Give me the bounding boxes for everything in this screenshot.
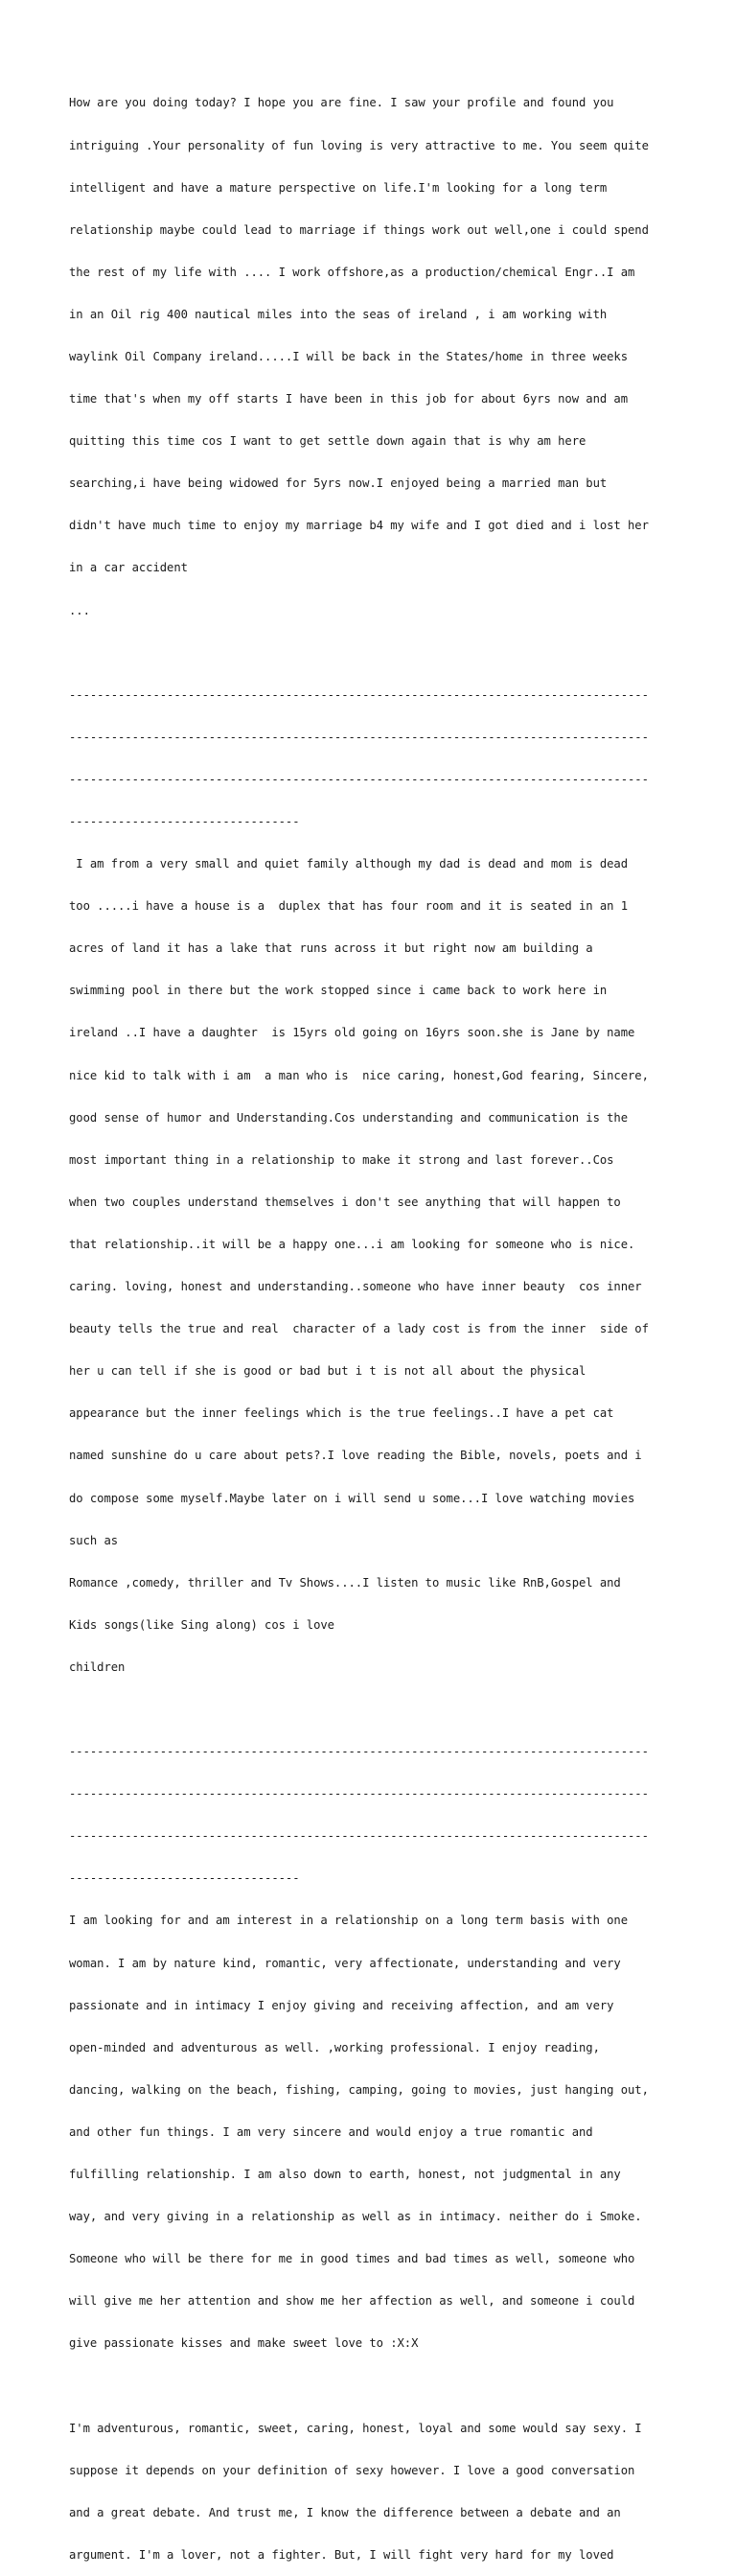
divider-line: ----------------------------------------------------------------------------------- <box>69 687 649 702</box>
text-line: fulfilling relationship. I am also down to earth, honest, not judgmental in any <box>69 2168 621 2181</box>
text-line: appearance but the inner feelings which is the true feelings..I have a pet cat <box>69 1406 614 1421</box>
text-line: ireland ..I have a daughter is 15yrs old going on 16yrs soon.she is Jane by name <box>69 1026 635 1040</box>
text-line: in an Oil rig 400 nautical miles into the seas of ireland , i am working with <box>69 307 608 321</box>
text-line: such as <box>69 1533 119 1547</box>
text-line: searching,i have being widowed for 5yrs now.I enjoyed being a married man but <box>69 476 608 491</box>
text-line: woman. I am by nature kind, romantic, very affectionate, understanding and very <box>69 1956 621 1970</box>
text-line: relationship maybe could lead to marriage if things work out well,one i could spend <box>69 222 649 237</box>
divider-line: ----------------------------------------------------------------------------------- <box>69 1787 649 1801</box>
text-line: children <box>69 1659 126 1674</box>
blank-line <box>69 2379 682 2393</box>
text-line: nice kid to talk with i am a man who is nice caring, honest,God fearing, Sincere, <box>69 1068 649 1082</box>
divider-line: ----------------------------------------------------------------------------------- <box>69 1829 649 1844</box>
divider-line: ----------------------------------------------------------------------------------- <box>69 772 649 786</box>
text-line: passionate and in intimacy I enjoy giving and receiving affection, and am very <box>69 1998 614 2012</box>
text-line: intriguing .Your personality of fun loving is very attractive to me. You seem quite <box>69 138 649 152</box>
text-line: time that's when my off starts I have been in this job for about 6yrs now and am <box>69 392 629 406</box>
text-line: intelligent and have a mature perspective on life.I'm looking for a long term <box>69 180 608 195</box>
text-line: open-minded and adventurous as well. ,working professional. I enjoy reading, <box>69 2040 600 2054</box>
text-line: caring. loving, honest and understanding..someone who have inner beauty cos inner <box>69 1280 642 1294</box>
text-line: that relationship..it will be a happy one...i am looking for someone who is nice. <box>69 1237 635 1251</box>
text-line: too .....i have a house is a duplex that has four room and it is seated in an 1 <box>69 899 629 914</box>
text-line: do compose some myself.Maybe later on i will send u some...I love watching movies <box>69 1491 635 1505</box>
text-line: How are you doing today? I hope you are fine. I saw your profile and found you <box>69 96 614 110</box>
text-line: and other fun things. I am very sincere and would enjoy a true romantic and <box>69 2124 593 2139</box>
divider-line: ----------------------------------------------------------------------------------- <box>69 730 649 744</box>
text-line: and a great debate. And trust me, I know the difference between a debate and an <box>69 2505 621 2519</box>
text-line: when two couples understand themselves i don't see anything that will happen to <box>69 1195 621 1209</box>
text-line: argument. I'm a lover, not a fighter. But, I will fight very hard for my loved <box>69 2547 614 2562</box>
text-line: Someone who will be there for me in good times and bad times as well, someone who <box>69 2252 635 2266</box>
text-line: will give me her attention and show me her affection as well, and someone i could <box>69 2294 635 2309</box>
text-line: most important thing in a relationship to make it strong and last forever..Cos <box>69 1152 614 1167</box>
text-line: give passionate kisses and make sweet love to :X:X <box>69 2336 419 2351</box>
text-line: the rest of my life with .... I work offshore,as a production/chemical Engr..I am <box>69 265 635 279</box>
text-line: in a car accident <box>69 561 188 575</box>
blank-line <box>69 1703 682 1717</box>
text-line: I am from a very small and quiet family although my dad is dead and mom is dead <box>69 857 629 871</box>
text-line: way, and very giving in a relationship as well as in intimacy. neither do i Smoke. <box>69 2210 642 2224</box>
text-line: named sunshine do u care about pets?.I love reading the Bible, novels, poets and i <box>69 1449 642 1463</box>
text-line: her u can tell if she is good or bad but i t is not all about the physical <box>69 1364 586 1379</box>
divider-line: ----------------------------------------------------------------------------------- <box>69 1745 649 1759</box>
text-line: didn't have much time to enjoy my marriage b4 my wife and I got died and i lost her <box>69 519 649 533</box>
text-line: quitting this time cos I want to get settle down again that is why am here <box>69 434 586 449</box>
document-body <box>69 68 682 2576</box>
text-line: Romance ,comedy, thriller and Tv Shows....I listen to music like RnB,Gospel and <box>69 1575 621 1590</box>
text-line: suppose it depends on your definition of sexy however. I love a good conversation <box>69 2463 635 2477</box>
text-line: waylink Oil Company ireland.....I will be back in the States/home in three weeks <box>69 349 629 363</box>
text-line: acres of land it has a lake that runs across it but right now am building a <box>69 941 593 956</box>
text-line: dancing, walking on the beach, fishing, camping, going to movies, just hanging out, <box>69 2082 649 2097</box>
divider-line: --------------------------------- <box>69 815 300 828</box>
divider-line: --------------------------------- <box>69 1871 300 1886</box>
text-line: Kids songs(like Sing along) cos i love <box>69 1617 334 1632</box>
text-line: I'm adventurous, romantic, sweet, caring, honest, loyal and some would say sexy. I <box>69 2421 642 2435</box>
text-line: I am looking for and am interest in a relationship on a long term basis with one <box>69 1914 629 1928</box>
text-line: beauty tells the true and real character of a lady cost is from the inner side of <box>69 1322 649 1336</box>
text-line: ... <box>69 603 90 617</box>
blank-line <box>69 646 682 661</box>
text-line: swimming pool in there but the work stopped since i came back to work here in <box>69 984 608 998</box>
text-line: good sense of humor and Understanding.Cos understanding and communication is the <box>69 1110 629 1125</box>
